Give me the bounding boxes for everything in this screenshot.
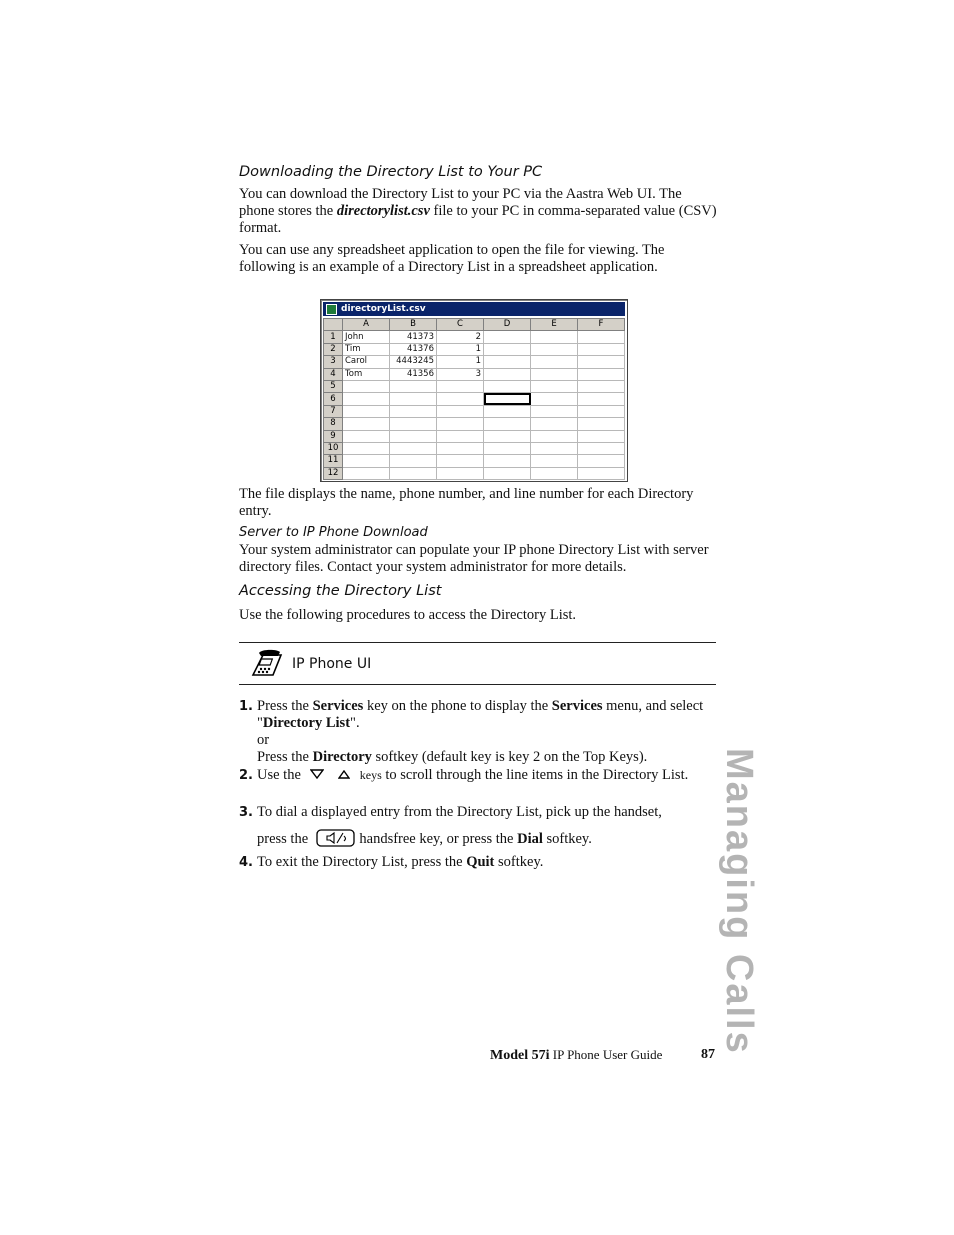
cell-name[interactable] — [343, 380, 390, 392]
cell-line[interactable] — [437, 430, 484, 442]
cell-name[interactable] — [343, 393, 390, 405]
divider-bottom — [239, 684, 716, 685]
table-row — [324, 467, 625, 479]
text: softkey. — [494, 854, 544, 870]
spreadsheet-title: directoryList.csv — [341, 304, 426, 314]
table-row — [324, 455, 625, 467]
softkey-name: Directory — [312, 749, 372, 765]
column-header[interactable]: F — [578, 319, 625, 331]
text: handsfree key, or press the — [359, 831, 518, 847]
softkey-name: Quit — [466, 854, 495, 870]
paragraph-accessing: Use the following procedures to access the Directory List. — [239, 607, 577, 623]
row-header[interactable]: 5 — [324, 380, 343, 392]
text: key on the phone to display the — [363, 698, 552, 714]
step-number: 2. — [239, 768, 253, 783]
cell-empty[interactable] — [484, 331, 531, 343]
cell-number[interactable] — [390, 380, 437, 392]
cell-name[interactable] — [343, 430, 390, 442]
cell-number[interactable] — [390, 467, 437, 479]
cell-line[interactable]: 1 — [437, 343, 484, 355]
menu-item-name: Directory List — [262, 715, 351, 731]
table-row — [324, 368, 625, 380]
cell-empty[interactable] — [484, 380, 531, 392]
cell-number[interactable] — [390, 430, 437, 442]
paragraph-file-displays: The file displays the name, phone number, and line number for each Directory entry. — [239, 486, 694, 519]
step-number: 3. — [239, 805, 253, 820]
down-arrow-icon — [305, 767, 329, 784]
row-header[interactable]: 1 — [324, 331, 343, 343]
row-header[interactable]: 11 — [324, 455, 343, 467]
column-header[interactable]: A — [343, 319, 390, 331]
cell-name[interactable] — [343, 455, 390, 467]
cell-empty[interactable] — [578, 467, 625, 479]
text: Press the — [257, 698, 313, 714]
cell-empty[interactable] — [531, 331, 578, 343]
table-row — [324, 343, 625, 355]
table-row — [324, 380, 625, 392]
cell-empty[interactable] — [484, 368, 531, 380]
column-header[interactable]: B — [390, 319, 437, 331]
cell-empty[interactable] — [531, 393, 578, 405]
text: keys — [359, 768, 382, 782]
cell-number[interactable]: 41356 — [390, 368, 437, 380]
cell-empty[interactable] — [531, 343, 578, 355]
cell-line[interactable] — [437, 405, 484, 417]
cell-name[interactable] — [343, 442, 390, 454]
table-row — [324, 430, 625, 442]
handsfree-key-icon — [316, 829, 356, 847]
cell-line[interactable] — [437, 467, 484, 479]
cell-line[interactable]: 3 — [437, 368, 484, 380]
cell-empty[interactable] — [484, 418, 531, 430]
cell-name[interactable] — [343, 418, 390, 430]
cell-name[interactable]: Tom — [343, 368, 390, 380]
step-number: 1. — [239, 699, 253, 714]
footer-guide-title — [490, 1047, 662, 1064]
cell-empty[interactable] — [531, 467, 578, 479]
softkey-name: Dial — [517, 831, 543, 847]
cell-number[interactable] — [390, 393, 437, 405]
cell-line[interactable]: 1 — [437, 356, 484, 368]
footer-model: Model 57i — [490, 1048, 550, 1063]
cell-empty[interactable] — [578, 393, 625, 405]
cell-name[interactable]: Carol — [343, 356, 390, 368]
cell-empty[interactable] — [578, 368, 625, 380]
cell-empty[interactable] — [484, 430, 531, 442]
cell-empty[interactable] — [531, 418, 578, 430]
chapter-side-title: Managing Calls — [718, 748, 760, 1055]
cell-line[interactable] — [437, 393, 484, 405]
cell-empty[interactable] — [531, 442, 578, 454]
section-heading-download: Downloading the Directory List to Your PC — [239, 164, 543, 180]
cell-number[interactable] — [390, 405, 437, 417]
key-name: Services — [312, 698, 364, 714]
row-header[interactable]: 7 — [324, 405, 343, 417]
spreadsheet-grid — [323, 318, 625, 480]
cell-empty[interactable] — [578, 356, 625, 368]
row-header[interactable]: 4 — [324, 368, 343, 380]
row-header[interactable]: 10 — [324, 442, 343, 454]
cell-number[interactable] — [390, 418, 437, 430]
step-3-continued — [257, 829, 727, 848]
cell-empty[interactable] — [578, 442, 625, 454]
menu-name: Services — [551, 698, 603, 714]
text: softkey. — [542, 831, 592, 847]
text: ". — [350, 715, 360, 731]
cell-number[interactable] — [390, 442, 437, 454]
cell-number[interactable]: 41373 — [390, 331, 437, 343]
corner-cell — [324, 319, 343, 331]
row-header[interactable]: 8 — [324, 418, 343, 430]
ip-phone-ui-label: IP Phone UI — [292, 656, 372, 672]
section-heading-server: Server to IP Phone Download — [239, 525, 428, 540]
text: To exit the Directory List, press the — [257, 854, 467, 870]
text: press the — [257, 831, 309, 847]
cell-empty[interactable] — [484, 405, 531, 417]
column-header[interactable]: D — [484, 319, 531, 331]
row-header[interactable]: 2 — [324, 343, 343, 355]
cell-empty[interactable] — [578, 380, 625, 392]
table-row — [324, 442, 625, 454]
row-header[interactable]: 12 — [324, 467, 343, 479]
text: softkey (default key is key 2 on the Top Keys). — [371, 749, 648, 765]
divider-top — [239, 642, 716, 643]
phone-icon — [247, 649, 285, 679]
cell-empty[interactable] — [484, 356, 531, 368]
cell-empty[interactable] — [578, 343, 625, 355]
spreadsheet-file-icon — [326, 304, 337, 315]
cell-empty[interactable] — [578, 418, 625, 430]
text: file to your PC in comma-separated value (CSV) format. — [239, 203, 717, 236]
cell-number[interactable]: 41376 — [390, 343, 437, 355]
row-header[interactable]: 6 — [324, 393, 343, 405]
cell-empty[interactable] — [531, 405, 578, 417]
column-header[interactable]: C — [437, 319, 484, 331]
section-heading-accessing: Accessing the Directory List — [239, 583, 442, 599]
cell-empty[interactable] — [531, 356, 578, 368]
row-header[interactable]: 9 — [324, 430, 343, 442]
row-header[interactable]: 3 — [324, 356, 343, 368]
up-arrow-icon — [332, 767, 356, 784]
cell-empty[interactable] — [531, 455, 578, 467]
cell-line[interactable] — [437, 418, 484, 430]
text: To dial a displayed entry from the Directory List, pick up the handset, — [257, 804, 662, 820]
paragraph-download — [239, 186, 719, 237]
spreadsheet-window — [320, 299, 628, 482]
cell-empty[interactable] — [578, 331, 625, 343]
step-number: 4. — [239, 855, 253, 870]
cell-empty[interactable] — [484, 467, 531, 479]
cell-line[interactable] — [437, 455, 484, 467]
cell-empty[interactable] — [484, 455, 531, 467]
column-header-row — [324, 319, 625, 331]
cell-name[interactable]: Tim — [343, 343, 390, 355]
cell-empty[interactable] — [484, 393, 531, 405]
cell-empty[interactable] — [484, 442, 531, 454]
cell-number[interactable] — [390, 455, 437, 467]
page-number: 87 — [701, 1047, 715, 1062]
paragraph-server: Your system administrator can populate your IP phone Directory List with server directory files. Contact your system administrator for more details. — [239, 542, 709, 575]
step-3 — [239, 804, 719, 821]
cell-line[interactable] — [437, 442, 484, 454]
table-row — [324, 356, 625, 368]
cell-name[interactable]: John — [343, 331, 390, 343]
table-row — [324, 393, 625, 405]
text: Use the — [257, 767, 301, 783]
table-row — [324, 405, 625, 417]
spreadsheet-titlebar — [323, 302, 625, 316]
text: Press the — [257, 749, 313, 765]
cell-empty[interactable] — [484, 343, 531, 355]
table-row — [324, 331, 625, 343]
text: You can download the Directory List to your PC via the Aastra Web UI. The phone stores the — [239, 186, 682, 219]
text: menu, and select " — [257, 698, 704, 731]
text: or — [257, 732, 270, 748]
cell-empty[interactable] — [578, 430, 625, 442]
cell-empty[interactable] — [531, 430, 578, 442]
cell-name[interactable] — [343, 405, 390, 417]
filename: directorylist.csv — [336, 203, 430, 219]
text: to scroll through the line items in the Directory List. — [381, 767, 689, 783]
step-4 — [239, 854, 719, 871]
column-header[interactable]: E — [531, 319, 578, 331]
cell-empty[interactable] — [578, 455, 625, 467]
step-2 — [239, 767, 719, 784]
step-1 — [239, 698, 719, 766]
cell-line[interactable] — [437, 380, 484, 392]
cell-number[interactable]: 4443245 — [390, 356, 437, 368]
table-row — [324, 418, 625, 430]
cell-name[interactable] — [343, 467, 390, 479]
cell-line[interactable]: 2 — [437, 331, 484, 343]
cell-empty[interactable] — [578, 405, 625, 417]
cell-empty[interactable] — [531, 368, 578, 380]
footer-guide: IP Phone User Guide — [549, 1047, 663, 1062]
cell-empty[interactable] — [531, 380, 578, 392]
paragraph-spreadsheet: You can use any spreadsheet application to open the file for viewing. The following is an example of a Directory List in a spreadsheet application. — [239, 242, 665, 275]
